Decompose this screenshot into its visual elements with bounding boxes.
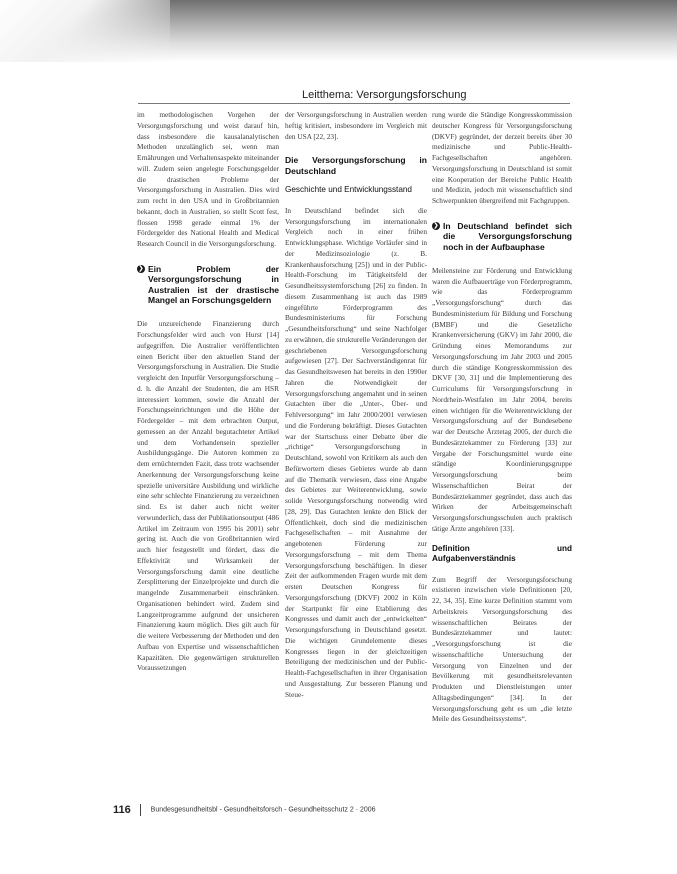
subsection-heading: Geschichte und Entwicklungsstand bbox=[285, 185, 412, 195]
running-header-title: Leitthema: Versorgungsforschung bbox=[302, 89, 467, 101]
text-column-left bbox=[137, 110, 279, 674]
scan-corner bbox=[0, 0, 170, 62]
footer-separator bbox=[140, 804, 141, 816]
pull-quote-text: Ein Problem der Versorgungsforschung in Australien ist der drastische Mangel an Forschungsgeldern bbox=[148, 263, 279, 305]
pull-quote bbox=[137, 264, 279, 306]
text-column-middle bbox=[285, 110, 427, 700]
page-footer bbox=[113, 801, 376, 819]
paragraph: im methodologischen Vorgehen der Versorgungsforschung und weist darauf hin, dass insbesondere die kausalanalytischen Methoden unzulänglich sei, wenn man Ernährungen und Verhaltensaspekte miteinander will. Zudem seien angelegte Forschungsgelder die drastischen Probleme der Versorgungsforschung in Australien. Dies wird zum recht in den USA und in Großbritannien bekannt, doch in Australien, so stellt Scott fest, flossen 1998 gerade einmal 1% der Fördergelder des National Health and Medical Research Council in die Versorgungsforschung. bbox=[137, 110, 279, 248]
pull-quote-text: In Deutschland befindet sich die Versorgungsforschung noch in der Aufbauphase bbox=[443, 220, 572, 252]
header-rule bbox=[138, 103, 570, 104]
arrow-bullet-icon: ❯ bbox=[138, 265, 144, 272]
paragraph: der Versorgungsforschung in Australien werden heftig kritisiert, insbesondere im Vergleich mit den USA [22, 23]. bbox=[285, 110, 427, 141]
text-column-right bbox=[432, 110, 572, 725]
paragraph: Zum Begriff der Versorgungsforschung existieren inzwischen viele Definitionen [20, 22, 34, 35]. Eine kurze Definition stammt vom Arbeitskreis Versorgungsforschung des wissenschaftlichen Beirates der Bundesärztekammer und lautet: „Versorgungsforschung ist die wissenschaftliche Untersuchung der Versorgung von Einzelnen und der Bevölkerung mit gesundheitsrelevanten Produkten und Dienstleistungen unter Alltagsbedingungen“ [34]. In der Versorgungsforschung geht es um „die letzte Meile des Gesundheitssystems“. bbox=[432, 574, 572, 724]
paragraph: rung wurde die Ständige Kongresskommission deutscher Kongress für Versorgungsforschung (DKVF) gegründet, der derzeit bereits über 30 medizinische und Public-Health-Fachgesellschaften angehören. Versorgungsforschung in Deutschland ist somit eine Kooperation der Bereiche Public Health und Medizin, jedoch mit wissenschaftlich sind Schwerpunkten übergreifend mit Fachgruppen. bbox=[432, 110, 572, 205]
journal-citation: Bundesgesundheitsbl - Gesundheitsforsch - Gesundheitsschutz 2 · 2006 bbox=[150, 806, 376, 814]
arrow-bullet-icon: ❯ bbox=[433, 222, 439, 229]
page-number: 116 bbox=[113, 803, 131, 816]
pull-quote bbox=[432, 221, 572, 252]
subsection-heading: Definition und Aufgabenverständnis bbox=[432, 543, 572, 564]
paragraph: In Deutschland befindet sich die Versorgungsforschung im internationalen Vergleich noch in einer frühen Entwicklungsphase. Wichtige Vorläufer sind in der Medizinsoziologie (z. B. Krankenhausforschung [25]) und in der Public-Health-Forschung im Tätigkeitsfeld der Gesundheitssystemforschung [26] zu finden. In diesem Zusammenhang ist auch das 1989 eingeführte Förderprogramm des Bundesministeriums für Forschung „Gesundheitsforschung“ und seine Nachfolger zu erwähnen, die strukturelle Veränderungen der geschriebenen Versorgungsforschung aufgewiesen [27]. Der Sachverständigenrat für das Gesundheitswesen hat bereits in den 1990er Jahren die Notwendigkeit der Versorgungsforschung angemahnt und in seinen Gutachten über die „Unter-, Über- und Fehlversorgung“ im Jahr 2000/2001 verwiesen und die Forderung bekräftigt. Dieses Gutachten war der Startschuss einer Debatte über die „richtige“ Versorgungsforschung in Deutschland, sowohl von Kritikern als auch den Befürwortern dieses Gebietes wurde ab dann auf die Thematik verwiesen, dass eine Angabe des Gebietes zur Weiterentwicklung, sowie solide Versorgungsforschung notwendig wird [28, 29]. Das Gutachten lenkte den Blick der Öffentlichkeit, doch sind die medizinischen Fachgesellschaften – mit Ausnahme der angebotenen Förderung zur Versorgungsforschung – mit dem Thema Versorgungsforschung beschäftigen. In dieser Zeit der aufkommenden Fragen wurde mit dem ersten Deutschen Kongress für Versorgungsforschung (DKVF) 2002 in Köln der Startpunkt für eine Etablierung des Kongresses und damit auch der „entwickelten“ Versorgungsforschung in Deutschland gesetzt. Die wichtigen Grundelemente dieses Kongresses liegen in der gleichzeitigen Beteiligung der medizinischen und der Public-Health-Fachgesellschaften in ihrer Organisation und Ausgestaltung. Zur besseren Planung und Steue- bbox=[285, 205, 427, 699]
paragraph: Die unzureichende Finanzierung durch Forschungsfelder wird auch von Hurst [14] aufgegriffen. Die Australier veröffentlichten einen Bericht über den aktuellen Stand der Versorgungsforschung in Australien. Die Studie vergleicht den Inputfür Versorgungsforschung – d. h. die Anzahl der Studenten, die am HSR interessiert kommen, sowie die Anzahl der Forschungseinrichtungen und die Höhe der Fördergelder – mit dem erbrachten Output, gemessen an der Anzahl begutachteter Artikel und dem Vorhandensein spezieller Ausbildungsgänge. Die Autoren kommen zu dem ernüchternden Fazit, dass trotz wachsender Anerkennung der Versorgungsforschung keine spezielle universitäre Ausbildung und wirkliche eine sehr schlechte Finanzierung zu verzeichnen sind. Es ist daher auch nicht weiter verwunderlich, dass der Publikationsoutput (486 Artikel im Zeitraum von 1995 bis 2001) sehr gering ist. Auch die von Großbritannien wird auch hier festgestellt und fördert, dass die Effektivität und Wirksamkeit der Versorgungsforschung damit eine deutliche Zersplitterung der Einzelprojekte und durch die mangelnde Zusammenarbeit einschränken. Organisationen behindert wird. Zudem sind Langzeitprogramme aufgrund der unsicheren Finanzierung kaum möglich. Dies gilt auch für die weitere Verbesserung der Methoden und den Aufbau von Expertise und wissenschaftlichen Kapazitäten. Die gegenwärtigen strukturellen Voraussetzungen bbox=[137, 319, 279, 673]
paragraph: Meilensteine zur Förderung und Entwicklung waren die Aufbauerträge von Förderprogramm, wie das Förderprogramm „Versorgungsforschung“ durch das Bundesministerium für Bildung und Forschung (BMBF) und die Gesetzliche Krankenversicherung (GKV) im Jahr 2000, die Gründung eines Memorandums zur Versorgungsforschung im Jahr 2003 und 2005 durch die ständige Kongresskommission des DKVF [30, 31] und die Implementierung des Curriculums für Versorgungsforschung in Nordrhein-Westfalen im Jahr 2004, bereits einen wichtigen für die Weiterentwicklung der Versorgungsforschung auf der Bundesebene war der Deutsche Ärztetag 2005, der durch die Bundesärztekammer zu Förderung [33] zur Vergabe der Forschungsmittel wurde eine ständige Koordinierungsgruppe Versorgungsforschung beim Wissenschaftlichen Beirat der Bundesärztekammer gegründet, dass auch das Wirken der Arbeitsgemeinschaft Versorgungsforschungsschulen auch praktisch tätige Ärzte angehören [33]. bbox=[432, 265, 572, 533]
section-heading: Die Versorgungsforschung in Deutschland bbox=[285, 155, 427, 176]
